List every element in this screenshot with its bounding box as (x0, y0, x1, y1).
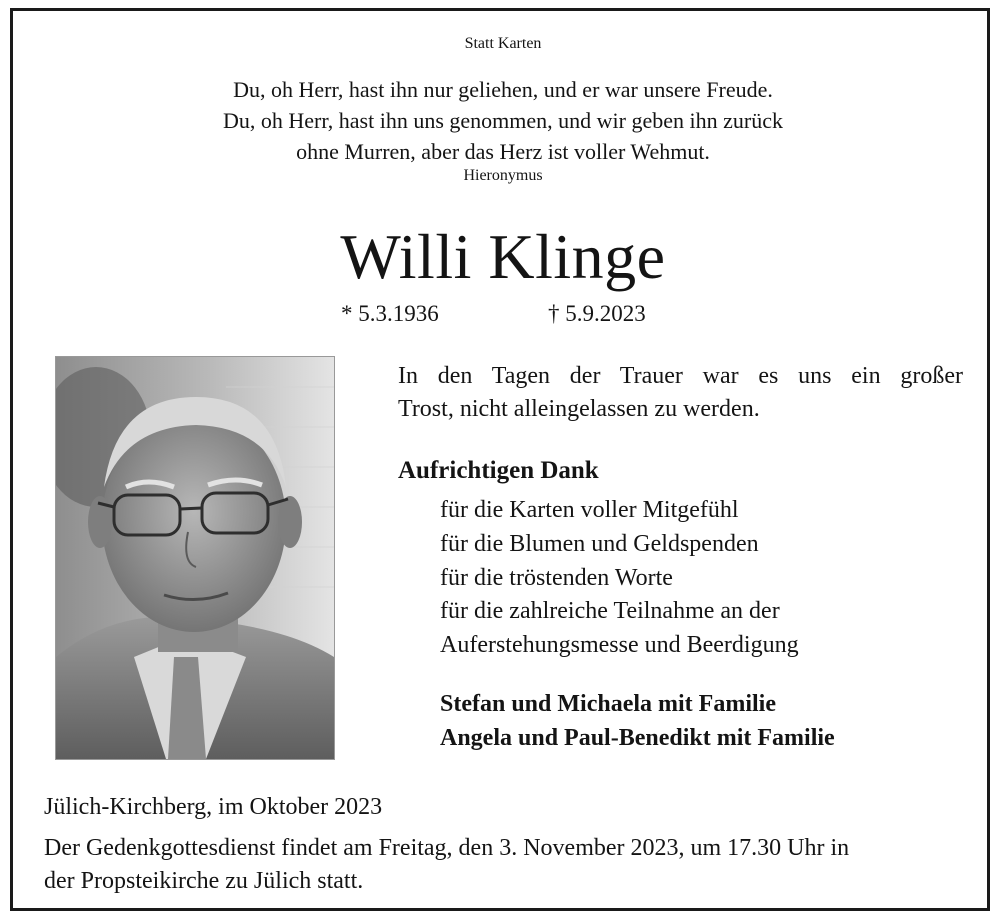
thanks-item: für die tröstenden Worte (440, 565, 673, 591)
obituary-notice (10, 8, 990, 911)
intro-line-2: Trost, nicht alleingelassen zu werden. (398, 396, 760, 422)
thanks-item: für die Karten voller Mitgefühl (440, 497, 739, 523)
service-line-2: der Propsteikirche zu Jülich statt. (44, 868, 364, 894)
header-note: Statt Karten (464, 35, 542, 52)
intro-line-1: In den Tagen der Trauer war es uns ein großer (398, 363, 963, 389)
thanks-heading: Aufrichtigen Dank (398, 457, 599, 484)
thanks-item: für die Blumen und Geldspenden (440, 531, 759, 557)
deceased-name: Willi Klinge (340, 221, 666, 292)
portrait-photo (55, 356, 335, 760)
family-line-1: Stefan und Michaela mit Familie (440, 691, 776, 717)
thanks-item: Auferstehungsmesse und Beerdigung (440, 632, 799, 658)
service-line-1: Der Gedenkgottesdienst findet am Freitag, den 3. November 2023, um 17.30 Uhr in (44, 835, 850, 861)
death-date: † 5.9.2023 (548, 301, 646, 326)
quote-line-1: Du, oh Herr, hast ihn nur geliehen, und er war unsere Freude. (233, 77, 773, 102)
quote-line-3: ohne Murren, aber das Herz ist voller Wehmut. (296, 139, 710, 164)
family-line-2: Angela und Paul-Benedikt mit Familie (440, 725, 835, 751)
portrait-illustration (56, 357, 334, 759)
place-date: Jülich-Kirchberg, im Oktober 2023 (44, 794, 383, 820)
birth-date: * 5.3.1936 (341, 301, 439, 326)
quote-author: Hieronymus (463, 167, 543, 184)
quote-line-2: Du, oh Herr, hast ihn uns genommen, und wir geben ihn zurück (222, 108, 783, 133)
thanks-item: für die zahlreiche Teilnahme an der (440, 598, 780, 624)
